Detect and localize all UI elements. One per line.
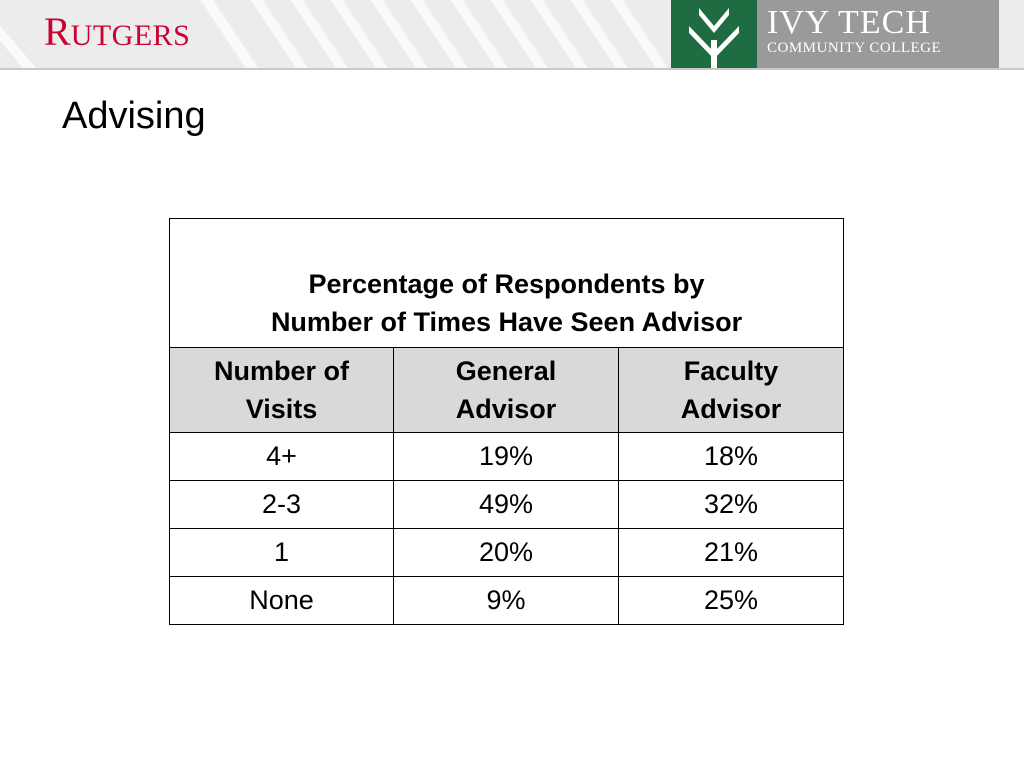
- column-header-faculty-line-1: Faculty: [683, 356, 779, 386]
- column-header-faculty-advisor: [619, 348, 844, 433]
- ivy-tech-wordmark: [757, 0, 999, 68]
- table-caption: [170, 219, 844, 348]
- slide-title: Advising: [62, 95, 206, 137]
- ivy-tech-name: IVY TECH: [767, 4, 931, 41]
- ivy-tech-leaf-icon: [671, 0, 757, 68]
- column-header-faculty-line-2: Advisor: [680, 394, 782, 424]
- cell-visits: 1: [170, 529, 394, 577]
- header-divider: [0, 68, 1024, 70]
- cell-visits: 2-3: [170, 481, 394, 529]
- header-banner: [0, 0, 1024, 68]
- rutgers-logo-initial: R: [44, 9, 71, 54]
- advising-table: [169, 218, 844, 625]
- column-header-general-line-1: General: [455, 356, 557, 386]
- cell-general-advisor: 49%: [394, 481, 619, 529]
- cell-faculty-advisor: 18%: [619, 433, 844, 481]
- column-header-visits: [170, 348, 394, 433]
- rutgers-logo: [44, 9, 191, 54]
- cell-faculty-advisor: 32%: [619, 481, 844, 529]
- cell-faculty-advisor: 25%: [619, 577, 844, 625]
- table-row: [170, 529, 844, 577]
- rutgers-logo-rest: UTGERS: [70, 19, 191, 52]
- cell-visits: None: [170, 577, 394, 625]
- table-caption-line-2: Number of Times Have Seen Advisor: [270, 307, 743, 337]
- cell-general-advisor: 20%: [394, 529, 619, 577]
- column-header-general-advisor: [394, 348, 619, 433]
- cell-faculty-advisor: 21%: [619, 529, 844, 577]
- table-caption-line-1: Percentage of Respondents by: [308, 269, 705, 299]
- table-row: [170, 481, 844, 529]
- table-caption-row: [170, 219, 844, 348]
- cell-visits: 4+: [170, 433, 394, 481]
- table-row: [170, 433, 844, 481]
- cell-general-advisor: 19%: [394, 433, 619, 481]
- ivy-tech-subtitle: COMMUNITY COLLEGE: [767, 40, 942, 56]
- table-row: [170, 577, 844, 625]
- column-header-visits-line-1: Number of: [214, 356, 349, 386]
- table-header-row: [170, 348, 844, 433]
- cell-general-advisor: 9%: [394, 577, 619, 625]
- column-header-general-line-2: Advisor: [455, 394, 557, 424]
- column-header-visits-line-2: Visits: [245, 394, 318, 424]
- ivy-tech-logo: [671, 0, 999, 68]
